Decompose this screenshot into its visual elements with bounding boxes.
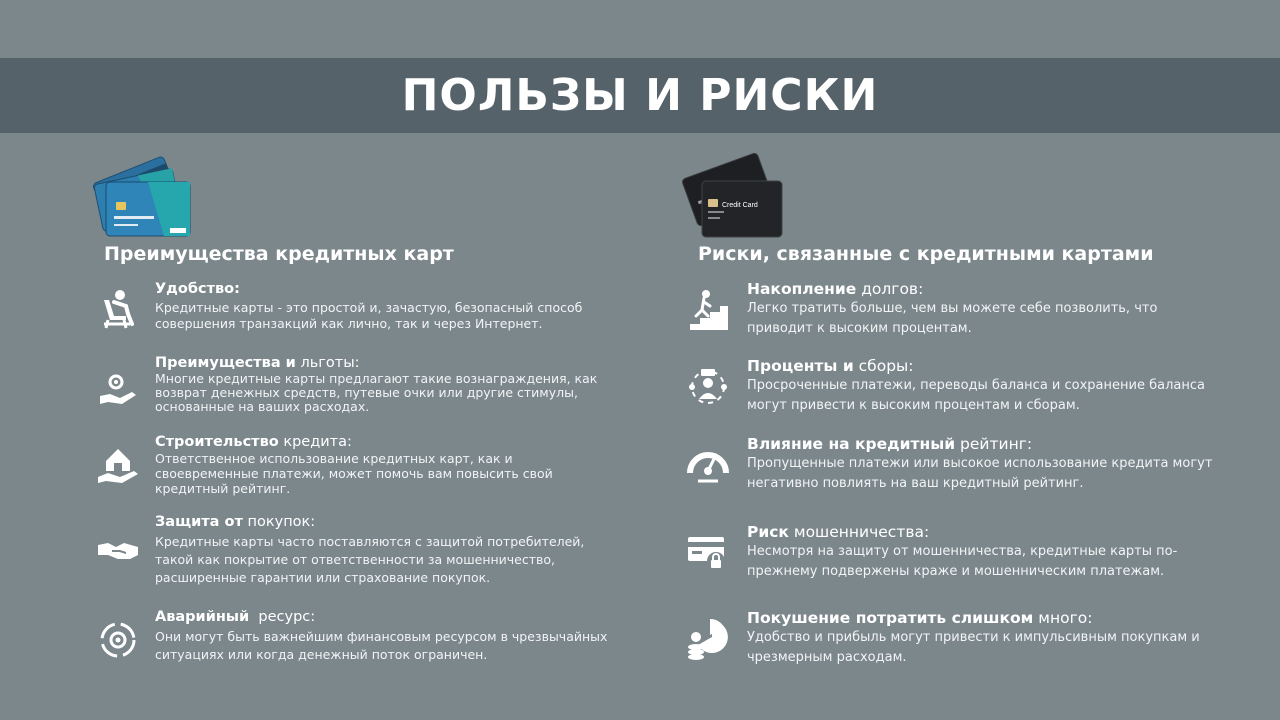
benefit-convenience: [96, 281, 616, 344]
locked-card-icon: [686, 529, 730, 573]
risk-interest-fees-desc: Просроченные платежи, переводы баланса и сохранение баланса могут привести к высоким процентам и сборам.: [747, 378, 1205, 413]
benefit-rewards-desc: Многие кредитные карты предлагают такие вознаграждения, как возврат денежных средств, путевые очки или другие стимулы, основанные на ваших расходах.: [155, 371, 598, 414]
risk-interest-fees: [686, 357, 1246, 421]
benefit-credit-building: [96, 434, 616, 501]
risk-fraud-title: Риск мошенничества:: [747, 523, 930, 541]
black-credit-cards-image: [682, 145, 788, 239]
benefit-credit-building-title: Строительство кредита:: [155, 434, 352, 450]
benefit-convenience-title: Удобство:: [155, 281, 240, 297]
benefits-heading: Преимущества кредитных карт: [104, 243, 454, 265]
benefit-purchase-protection-desc: Кредитные карты часто поставляются с защитой потребителей, такой как покрытие от ответственности за мошенничество, расширенные гарантии или страхование покупок.: [155, 534, 585, 585]
gauge-icon: [686, 443, 730, 487]
benefit-rewards: [96, 355, 616, 422]
risk-overspending-desc: Удобство и прибыль могут привести к импульсивным покупкам и чрезмерным расходам.: [747, 630, 1200, 665]
risks-heading: Риски, связанные с кредитными картами: [698, 243, 1154, 265]
risk-debt-title: Накопление долгов:: [747, 280, 924, 298]
relaxed-person-icon: [96, 286, 140, 330]
benefit-purchase-protection: [96, 514, 616, 587]
climbing-stairs-icon: [686, 288, 730, 332]
risk-credit-score-title: Влияние на кредитный рейтинг:: [747, 435, 1033, 453]
benefit-emergency-title: Аварийный ресурс:: [155, 609, 316, 625]
benefit-rewards-title: Преимущества и льготы:: [155, 355, 360, 371]
risk-debt-desc: Легко тратить больше, чем вы можете себе позволить, что приводит к высоким процентам.: [747, 301, 1158, 336]
risk-interest-fees-title: Проценты и сборы:: [747, 357, 914, 375]
benefit-credit-building-desc: Ответственное использование кредитных карт, как и своевременные платежи, может помочь вам повысить свой кредитный рейтинг.: [155, 451, 553, 496]
person-options-icon: [686, 365, 730, 409]
risk-fraud: [686, 523, 1246, 587]
handshake-icon: [96, 529, 140, 573]
credit-card-label: Credit Card: [722, 202, 758, 209]
benefit-convenience-desc: Кредитные карты - это простой и, зачастую, безопасный способ совершения транзакций как лично, так и через Интернет.: [155, 300, 583, 331]
benefit-emergency-desc: Они могут быть важнейшим финансовым ресурсом в чрезвычайных ситуациях или когда денежный поток ограничен.: [155, 629, 608, 662]
risk-credit-score-desc: Пропущенные платежи или высокое использование кредита могут негативно повлиять на ваш кредитный рейтинг.: [747, 456, 1213, 491]
cycle-gear-icon: [96, 618, 140, 662]
blue-credit-cards-image: [88, 146, 194, 242]
title-bar: [0, 58, 1280, 133]
benefit-emergency: [96, 609, 616, 676]
risk-debt: [686, 280, 1246, 344]
risk-fraud-desc: Несмотря на защиту от мошенничества, кредитные карты по-прежнему подвержены краже и мошенническим платежам.: [747, 544, 1178, 579]
house-hand-icon: [96, 443, 140, 487]
benefit-purchase-protection-title: Защита от покупок:: [155, 514, 316, 530]
slide-title: ПОЛЬЗЫ И РИСКИ: [401, 70, 879, 121]
risk-overspending: [686, 609, 1246, 673]
risk-overspending-title: Покушение потратить слишком много:: [747, 609, 1093, 627]
coins-pie-icon: [686, 617, 730, 661]
risk-credit-score: [686, 435, 1246, 499]
reward-hand-icon: [96, 368, 140, 412]
